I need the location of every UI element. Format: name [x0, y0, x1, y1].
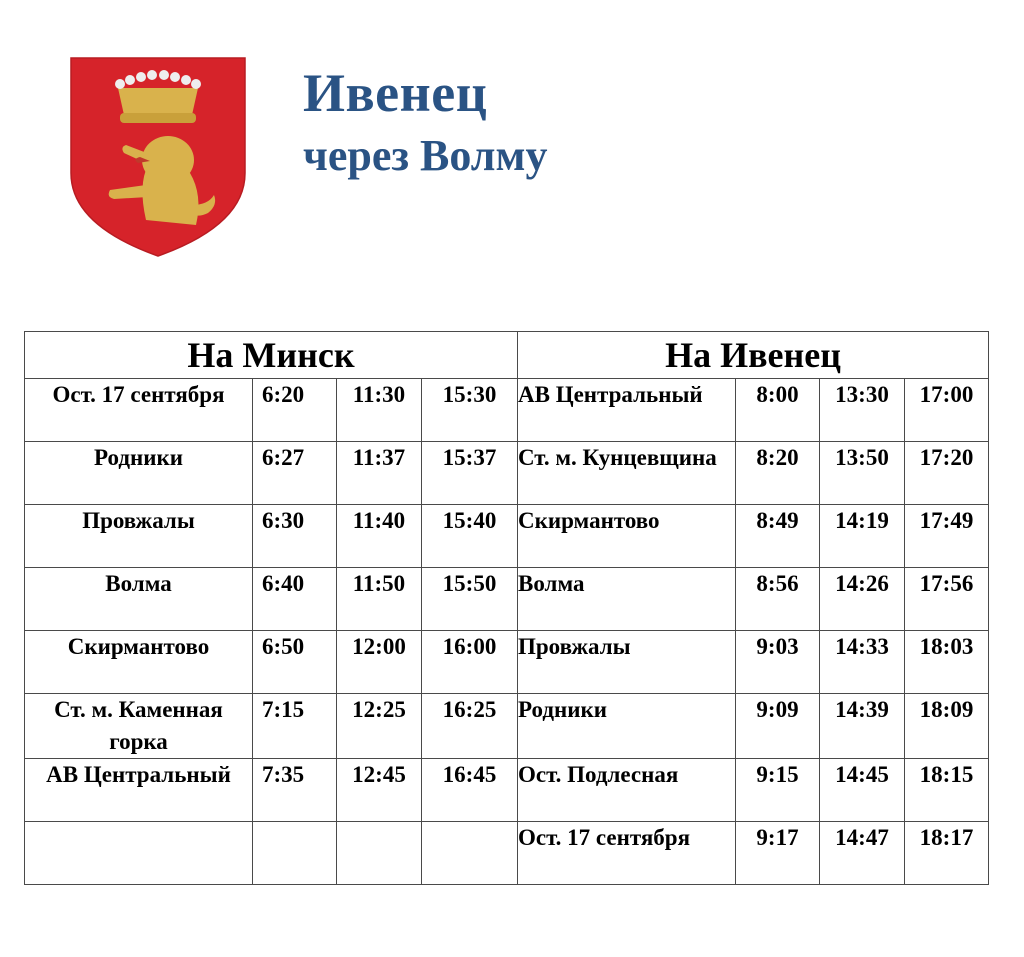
departure-time: 8:00	[736, 379, 820, 442]
departure-time: 9:15	[736, 759, 820, 822]
departure-time: 17:00	[905, 379, 989, 442]
departure-time: 8:56	[736, 568, 820, 631]
stop-name: Ост. 17 сентября	[25, 379, 253, 442]
departure-time: 11:37	[337, 442, 422, 505]
departure-time: 14:26	[820, 568, 905, 631]
departure-time: 12:45	[337, 759, 422, 822]
bus-timetable	[24, 331, 989, 885]
departure-time: 6:40	[253, 568, 337, 631]
departure-time: 17:56	[905, 568, 989, 631]
departure-time: 12:00	[337, 631, 422, 694]
departure-time: 18:03	[905, 631, 989, 694]
coat-of-arms-icon	[68, 55, 248, 259]
stop-name: АВ Центральный	[25, 759, 253, 822]
table-row	[25, 694, 989, 759]
departure-time: 6:30	[253, 505, 337, 568]
stop-name: Родники	[25, 442, 253, 505]
page-header	[303, 62, 547, 184]
departure-time: 6:50	[253, 631, 337, 694]
departure-time: 6:27	[253, 442, 337, 505]
departure-time: 17:49	[905, 505, 989, 568]
departure-time	[422, 822, 518, 885]
table-row	[25, 631, 989, 694]
stop-name: Родники	[518, 694, 736, 759]
departure-time: 17:20	[905, 442, 989, 505]
stop-name: АВ Центральный	[518, 379, 736, 442]
departure-time: 7:35	[253, 759, 337, 822]
table-row	[25, 442, 989, 505]
departure-time: 6:20	[253, 379, 337, 442]
direction-headings	[25, 332, 989, 379]
departure-time	[337, 822, 422, 885]
departure-time: 15:30	[422, 379, 518, 442]
departure-time: 16:45	[422, 759, 518, 822]
departure-time: 8:20	[736, 442, 820, 505]
table-row	[25, 379, 989, 442]
stop-name: Волма	[518, 568, 736, 631]
departure-time: 16:25	[422, 694, 518, 759]
stop-name: Скирмантово	[518, 505, 736, 568]
departure-time: 18:09	[905, 694, 989, 759]
departure-time: 14:39	[820, 694, 905, 759]
stop-name: Ст. м. Каменная горка	[25, 694, 253, 759]
departure-time: 18:17	[905, 822, 989, 885]
departure-time: 9:17	[736, 822, 820, 885]
departure-time	[253, 822, 337, 885]
stop-name: Скирмантово	[25, 631, 253, 694]
heading-to-ivenets: На Ивенец	[518, 332, 989, 379]
table-row	[25, 505, 989, 568]
stop-name: Ост. Подлесная	[518, 759, 736, 822]
table-row	[25, 822, 989, 885]
departure-time: 15:40	[422, 505, 518, 568]
departure-time: 15:37	[422, 442, 518, 505]
departure-time: 18:15	[905, 759, 989, 822]
departure-time: 14:33	[820, 631, 905, 694]
departure-time: 14:47	[820, 822, 905, 885]
departure-time: 11:40	[337, 505, 422, 568]
heading-to-minsk: На Минск	[25, 332, 518, 379]
departure-time: 14:45	[820, 759, 905, 822]
departure-time: 14:19	[820, 505, 905, 568]
departure-time: 16:00	[422, 631, 518, 694]
departure-time: 9:03	[736, 631, 820, 694]
departure-time: 11:30	[337, 379, 422, 442]
table-row	[25, 759, 989, 822]
departure-time: 12:25	[337, 694, 422, 759]
departure-time: 8:49	[736, 505, 820, 568]
stop-name: Волма	[25, 568, 253, 631]
stop-name: Провжалы	[25, 505, 253, 568]
departure-time: 11:50	[337, 568, 422, 631]
departure-time: 13:50	[820, 442, 905, 505]
table-row	[25, 568, 989, 631]
stop-name: Ост. 17 сентября	[518, 822, 736, 885]
departure-time: 15:50	[422, 568, 518, 631]
stop-name: Ст. м. Кунцевщина	[518, 442, 736, 505]
stop-name: Провжалы	[518, 631, 736, 694]
page-title: Ивенец	[303, 63, 488, 123]
departure-time: 9:09	[736, 694, 820, 759]
stop-name	[25, 822, 253, 885]
page-subtitle: через Волму	[303, 131, 548, 180]
departure-time: 7:15	[253, 694, 337, 759]
departure-time: 13:30	[820, 379, 905, 442]
